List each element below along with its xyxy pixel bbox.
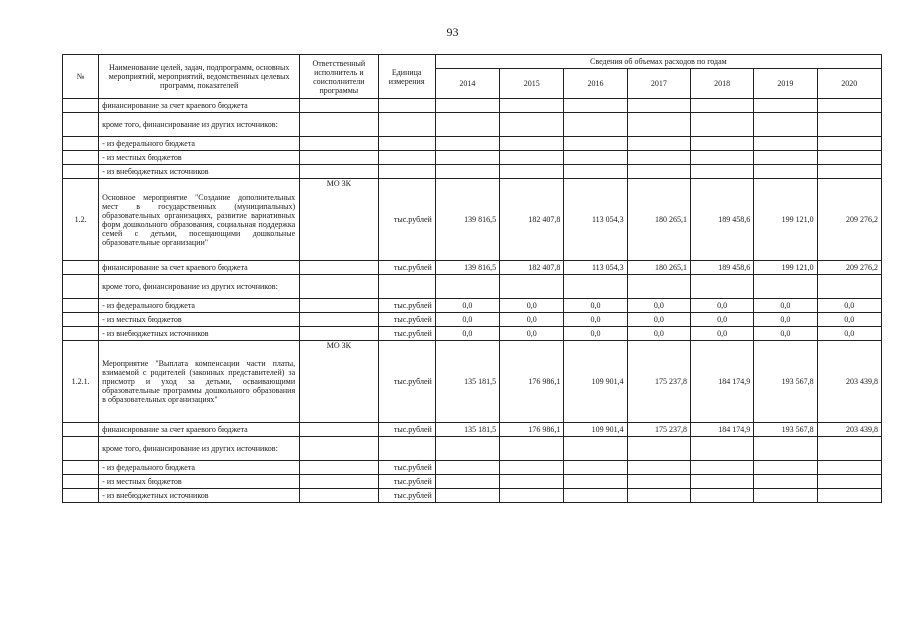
row-number <box>63 461 99 475</box>
table-row <box>63 261 882 275</box>
row-value <box>564 99 627 113</box>
row-value: 0,0 <box>500 327 564 341</box>
row-number <box>63 299 99 313</box>
row-value <box>564 165 627 179</box>
header-unit: Единица измерения <box>378 55 435 99</box>
row-value: 184 174,9 <box>690 341 753 423</box>
row-responsible: МО ЗК <box>300 341 378 423</box>
row-value <box>627 137 690 151</box>
row-value <box>627 113 690 137</box>
row-unit: тыс.рублей <box>378 423 435 437</box>
table-row <box>63 165 882 179</box>
row-number <box>63 113 99 137</box>
row-value: 0,0 <box>435 313 499 327</box>
row-value: 193 567,8 <box>754 423 817 437</box>
row-value <box>690 113 753 137</box>
row-value <box>627 165 690 179</box>
row-value: 189 458,6 <box>690 261 753 275</box>
table-row <box>63 423 882 437</box>
row-value: 0,0 <box>435 327 499 341</box>
row-value <box>435 475 499 489</box>
expenditure-table <box>62 54 882 503</box>
table-row <box>63 151 882 165</box>
row-value <box>754 165 817 179</box>
row-value: 189 458,6 <box>690 179 753 261</box>
row-unit: тыс.рублей <box>378 341 435 423</box>
row-value: 0,0 <box>627 313 690 327</box>
row-value <box>564 489 627 503</box>
row-name: финансирование за счет краевого бюджета <box>99 261 300 275</box>
row-value <box>817 489 881 503</box>
row-value <box>627 489 690 503</box>
row-value <box>435 113 499 137</box>
row-value <box>627 461 690 475</box>
row-responsible <box>300 275 378 299</box>
table-row <box>63 99 882 113</box>
row-value <box>500 475 564 489</box>
row-value <box>500 165 564 179</box>
row-unit <box>378 137 435 151</box>
row-value: 203 439,8 <box>817 341 881 423</box>
row-value <box>435 461 499 475</box>
row-responsible <box>300 299 378 313</box>
row-responsible <box>300 313 378 327</box>
row-number <box>63 475 99 489</box>
row-value <box>817 165 881 179</box>
row-name: - из местных бюджетов <box>99 151 300 165</box>
row-value: 0,0 <box>564 299 627 313</box>
row-value <box>754 461 817 475</box>
row-unit <box>378 165 435 179</box>
table-row <box>63 275 882 299</box>
row-value: 0,0 <box>500 313 564 327</box>
row-responsible <box>300 261 378 275</box>
row-name: финансирование за счет краевого бюджета <box>99 423 300 437</box>
row-value <box>500 489 564 503</box>
row-value <box>754 137 817 151</box>
row-value <box>690 437 753 461</box>
row-value <box>817 99 881 113</box>
row-value <box>690 489 753 503</box>
row-value: 0,0 <box>627 327 690 341</box>
row-value: 0,0 <box>754 327 817 341</box>
row-name: финансирование за счет краевого бюджета <box>99 99 300 113</box>
row-value <box>435 151 499 165</box>
row-value <box>564 437 627 461</box>
row-value <box>500 99 564 113</box>
row-value <box>690 99 753 113</box>
row-value: 184 174,9 <box>690 423 753 437</box>
row-number <box>63 313 99 327</box>
row-value: 0,0 <box>435 299 499 313</box>
row-number <box>63 489 99 503</box>
row-name: - из федерального бюджета <box>99 461 300 475</box>
row-unit <box>378 113 435 137</box>
row-value <box>754 275 817 299</box>
table-row <box>63 437 882 461</box>
row-unit: тыс.рублей <box>378 313 435 327</box>
row-unit: тыс.рублей <box>378 475 435 489</box>
row-value: 175 237,8 <box>627 423 690 437</box>
row-value: 0,0 <box>500 299 564 313</box>
row-responsible <box>300 489 378 503</box>
table-row <box>63 179 882 261</box>
row-unit <box>378 437 435 461</box>
row-value <box>435 437 499 461</box>
table-row <box>63 461 882 475</box>
row-unit: тыс.рублей <box>378 261 435 275</box>
row-name: - из местных бюджетов <box>99 313 300 327</box>
row-number: 1.2.1. <box>63 341 99 423</box>
row-name: кроме того, финансирование из других источников: <box>99 437 300 461</box>
header-responsible: Ответственный исполнитель и соисполнители программы <box>300 55 378 99</box>
row-value <box>435 165 499 179</box>
row-name: кроме того, финансирование из других источников: <box>99 113 300 137</box>
row-value <box>564 137 627 151</box>
row-value: 0,0 <box>690 299 753 313</box>
row-value <box>817 113 881 137</box>
row-value <box>817 475 881 489</box>
row-responsible <box>300 475 378 489</box>
row-value: 180 265,1 <box>627 261 690 275</box>
row-name: - из внебюджетных источников <box>99 165 300 179</box>
header-year: 2015 <box>500 69 564 99</box>
row-number <box>63 151 99 165</box>
row-responsible <box>300 437 378 461</box>
row-value: 182 407,8 <box>500 179 564 261</box>
row-responsible <box>300 423 378 437</box>
row-value <box>754 475 817 489</box>
row-number <box>63 437 99 461</box>
row-value: 113 054,3 <box>564 179 627 261</box>
row-responsible <box>300 137 378 151</box>
header-year: 2017 <box>627 69 690 99</box>
table-row <box>63 475 882 489</box>
row-value: 199 121,0 <box>754 179 817 261</box>
row-value: 0,0 <box>564 327 627 341</box>
row-value <box>690 461 753 475</box>
row-value: 176 986,1 <box>500 341 564 423</box>
row-responsible <box>300 327 378 341</box>
row-value <box>500 151 564 165</box>
row-value <box>690 137 753 151</box>
table-row <box>63 299 882 313</box>
table-row <box>63 341 882 423</box>
row-value: 135 181,5 <box>435 341 499 423</box>
row-value <box>500 137 564 151</box>
row-unit: тыс.рублей <box>378 461 435 475</box>
row-name: Мероприятие "Выплата компенсации части платы, взимаемой с родителей (законных представителей) за присмотр и уход за детьми, осваивающими образовательные программы дошкольного образования в образовательных организациях" <box>99 341 300 423</box>
row-value <box>564 113 627 137</box>
row-number <box>63 423 99 437</box>
row-value: 0,0 <box>627 299 690 313</box>
header-name: Наименование целей, задач, подпрограмм, основных мероприятий, мероприятий, ведомственных целевых программ, показателей <box>99 55 300 99</box>
row-value: 0,0 <box>690 313 753 327</box>
row-value: 0,0 <box>754 299 817 313</box>
row-responsible <box>300 151 378 165</box>
table-row <box>63 113 882 137</box>
row-number <box>63 275 99 299</box>
row-value: 193 567,8 <box>754 341 817 423</box>
row-value <box>754 489 817 503</box>
row-number <box>63 261 99 275</box>
row-value <box>690 275 753 299</box>
row-value <box>817 151 881 165</box>
row-value <box>564 461 627 475</box>
row-number <box>63 137 99 151</box>
row-unit: тыс.рублей <box>378 489 435 503</box>
row-value <box>627 275 690 299</box>
row-value <box>754 99 817 113</box>
row-responsible <box>300 461 378 475</box>
row-value: 175 237,8 <box>627 341 690 423</box>
row-unit: тыс.рублей <box>378 327 435 341</box>
header-year: 2014 <box>435 69 499 99</box>
row-unit: тыс.рублей <box>378 299 435 313</box>
row-value <box>627 99 690 113</box>
row-value: 109 901,4 <box>564 423 627 437</box>
row-name: - из федерального бюджета <box>99 137 300 151</box>
row-responsible <box>300 113 378 137</box>
row-value <box>817 137 881 151</box>
row-value: 209 276,2 <box>817 179 881 261</box>
row-value: 139 816,5 <box>435 179 499 261</box>
row-value <box>754 437 817 461</box>
row-responsible <box>300 165 378 179</box>
row-unit <box>378 275 435 299</box>
page-number: 93 <box>446 25 459 39</box>
row-value <box>690 165 753 179</box>
header-no: № <box>63 55 99 99</box>
row-value: 199 121,0 <box>754 261 817 275</box>
row-value <box>500 275 564 299</box>
row-value <box>817 461 881 475</box>
row-unit: тыс.рублей <box>378 179 435 261</box>
row-value: 139 816,5 <box>435 261 499 275</box>
row-name: - из внебюджетных источников <box>99 489 300 503</box>
table-body <box>63 99 882 503</box>
table-row <box>63 137 882 151</box>
row-value: 0,0 <box>564 313 627 327</box>
row-value <box>564 151 627 165</box>
row-value: 0,0 <box>817 299 881 313</box>
row-value <box>754 151 817 165</box>
row-value <box>435 275 499 299</box>
row-value: 176 986,1 <box>500 423 564 437</box>
row-name: - из федерального бюджета <box>99 299 300 313</box>
row-value: 0,0 <box>817 313 881 327</box>
row-unit <box>378 151 435 165</box>
row-value <box>817 275 881 299</box>
row-value <box>627 151 690 165</box>
row-value: 0,0 <box>690 327 753 341</box>
row-number <box>63 165 99 179</box>
row-value <box>690 151 753 165</box>
row-value <box>817 437 881 461</box>
row-value <box>564 275 627 299</box>
row-unit <box>378 99 435 113</box>
row-value <box>627 437 690 461</box>
row-value: 135 181,5 <box>435 423 499 437</box>
row-value: 109 901,4 <box>564 341 627 423</box>
row-number <box>63 99 99 113</box>
row-value: 203 439,8 <box>817 423 881 437</box>
table-row <box>63 327 882 341</box>
row-value <box>500 437 564 461</box>
row-name: Основное мероприятие "Создание дополнительных мест в государственных (муниципальных) образовательных организациях, развитие вариативных форм дошкольного образования, социальная поддержка семей с детьми, посещающими дошкольные образовательные организации" <box>99 179 300 261</box>
header-year: 2018 <box>690 69 753 99</box>
row-value: 113 054,3 <box>564 261 627 275</box>
row-name: - из местных бюджетов <box>99 475 300 489</box>
row-responsible <box>300 99 378 113</box>
row-name: - из внебюджетных источников <box>99 327 300 341</box>
row-value <box>435 137 499 151</box>
row-responsible: МО ЗК <box>300 179 378 261</box>
row-value: 180 265,1 <box>627 179 690 261</box>
row-number <box>63 327 99 341</box>
row-value <box>627 475 690 489</box>
row-value: 0,0 <box>754 313 817 327</box>
table-row <box>63 489 882 503</box>
row-number: 1.2. <box>63 179 99 261</box>
header-year: 2019 <box>754 69 817 99</box>
row-value <box>435 99 499 113</box>
row-value <box>754 113 817 137</box>
table-row <box>63 313 882 327</box>
row-value: 209 276,2 <box>817 261 881 275</box>
row-value <box>690 475 753 489</box>
row-value: 182 407,8 <box>500 261 564 275</box>
row-value <box>564 475 627 489</box>
row-value: 0,0 <box>817 327 881 341</box>
row-value <box>435 489 499 503</box>
header-year: 2020 <box>817 69 881 99</box>
header-funding: Сведения об объемах расходов по годам <box>435 55 881 69</box>
header-year: 2016 <box>564 69 627 99</box>
row-value <box>500 113 564 137</box>
row-value <box>500 461 564 475</box>
row-name: кроме того, финансирование из других источников: <box>99 275 300 299</box>
